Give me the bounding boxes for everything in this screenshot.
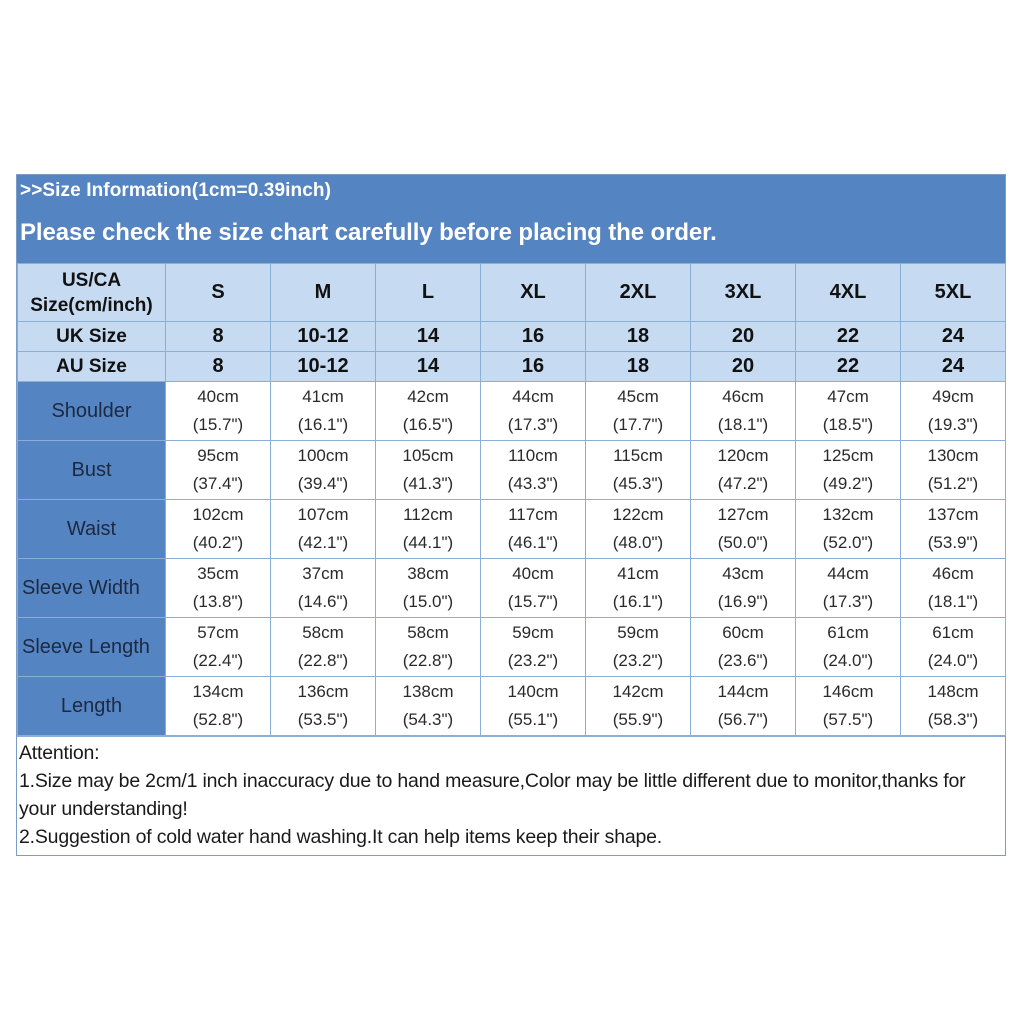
measurement-inch: (16.5") [402, 415, 454, 434]
measurement-cell [271, 500, 376, 559]
measurement-cell [376, 618, 481, 677]
size-value-cell: 20 [691, 352, 796, 382]
measurement-cell [901, 500, 1006, 559]
measurement-row [18, 677, 1006, 736]
measurement-inch: (56.7") [717, 710, 769, 729]
measurement-inch: (22.8") [402, 651, 454, 670]
measurement-cell [166, 559, 271, 618]
measurement-cell [586, 441, 691, 500]
measurement-inch: (14.6") [297, 592, 349, 611]
size-value-cell: M [271, 264, 376, 322]
size-value-cell: 5XL [901, 264, 1006, 322]
measurement-label: Sleeve Width [18, 559, 166, 618]
measurement-inch: (48.0") [612, 533, 664, 552]
measurement-cm: 127cm [717, 505, 769, 524]
measurement-cell [271, 618, 376, 677]
measurement-cm: 125cm [822, 446, 874, 465]
attention-note-1: 1.Size may be 2cm/1 inch inaccuracy due to hand measure,Color may be little different due to monitor,thanks for your understanding! [19, 770, 966, 820]
measurement-inch: (52.0") [822, 533, 874, 552]
attention-title: Attention: [19, 742, 100, 764]
measurement-cm: 122cm [612, 505, 664, 524]
measurement-label: Waist [18, 500, 166, 559]
measurement-cm: 120cm [717, 446, 769, 465]
measurement-cell [901, 559, 1006, 618]
size-value-cell: 24 [901, 322, 1006, 352]
size-value-cell: L [376, 264, 481, 322]
measurement-inch: (43.3") [507, 474, 559, 493]
size-value-cell: 22 [796, 352, 901, 382]
attention-note-2: 2.Suggestion of cold water hand washing.It can help items keep their shape. [19, 826, 662, 848]
size-value-cell: 14 [376, 352, 481, 382]
size-info-banner [17, 175, 1005, 263]
measurement-cm: 58cm [302, 623, 344, 642]
measurement-label: Sleeve Length [18, 618, 166, 677]
measurement-cm: 58cm [407, 623, 449, 642]
measurement-cm: 132cm [822, 505, 874, 524]
measurement-cell [166, 382, 271, 441]
measurement-inch: (15.7") [507, 592, 559, 611]
size-header-row [18, 264, 1006, 322]
size-table [17, 263, 1006, 736]
measurement-cm: 45cm [617, 387, 659, 406]
measurement-cell [166, 500, 271, 559]
measurement-cm: 140cm [507, 682, 559, 701]
measurement-cm: 142cm [612, 682, 664, 701]
measurement-inch: (49.2") [822, 474, 874, 493]
measurement-inch: (17.3") [507, 415, 559, 434]
measurement-cell [271, 559, 376, 618]
measurement-label: Bust [18, 441, 166, 500]
measurement-inch: (39.4") [297, 474, 349, 493]
measurement-cell [586, 559, 691, 618]
size-value-cell: S [166, 264, 271, 322]
measurement-inch: (37.4") [192, 474, 244, 493]
measurement-inch: (15.0") [402, 592, 454, 611]
measurement-cell [796, 441, 901, 500]
size-header-row [18, 322, 1006, 352]
measurement-row [18, 559, 1006, 618]
measurement-cell [481, 559, 586, 618]
measurement-cm: 100cm [297, 446, 349, 465]
measurement-inch: (58.3") [927, 710, 979, 729]
measurement-cm: 110cm [508, 446, 558, 465]
measurement-cell [376, 382, 481, 441]
size-value-cell: 18 [586, 322, 691, 352]
measurement-inch: (13.8") [192, 592, 244, 611]
measurement-inch: (23.2") [612, 651, 664, 670]
measurement-cell [376, 500, 481, 559]
measurement-inch: (16.9") [717, 592, 769, 611]
measurement-cell [376, 559, 481, 618]
measurement-cell [271, 382, 376, 441]
measurement-cell [481, 500, 586, 559]
measurement-cm: 35cm [197, 564, 239, 583]
measurement-inch: (18.5") [822, 415, 874, 434]
size-value-cell: 16 [481, 322, 586, 352]
measurement-cm: 130cm [927, 446, 979, 465]
measurement-cm: 134cm [192, 682, 244, 701]
measurement-cm: 117cm [508, 505, 558, 524]
measurement-inch: (16.1") [612, 592, 664, 611]
attention-notes [17, 736, 1005, 855]
size-system-label: US/CA Size(cm/inch) [18, 264, 166, 322]
measurement-label: Shoulder [18, 382, 166, 441]
measurement-cm: 40cm [512, 564, 554, 583]
size-value-cell: 8 [166, 352, 271, 382]
measurement-inch: (18.1") [927, 592, 979, 611]
measurement-cm: 41cm [302, 387, 344, 406]
measurement-cm: 102cm [192, 505, 244, 524]
measurement-cell [166, 618, 271, 677]
measurement-inch: (54.3") [402, 710, 454, 729]
measurement-cm: 112cm [403, 505, 453, 524]
measurement-inch: (24.0") [927, 651, 979, 670]
measurement-cm: 57cm [197, 623, 239, 642]
measurement-cell [796, 677, 901, 736]
measurement-inch: (44.1") [402, 533, 454, 552]
measurement-inch: (17.7") [612, 415, 664, 434]
size-value-cell: 16 [481, 352, 586, 382]
measurement-inch: (17.3") [822, 592, 874, 611]
size-value-cell: 10-12 [271, 322, 376, 352]
measurement-cell [796, 382, 901, 441]
measurement-cell [691, 559, 796, 618]
size-check-notice: Please check the size chart carefully before placing the order. [20, 219, 717, 246]
measurement-cm: 144cm [717, 682, 769, 701]
measurement-cell [376, 677, 481, 736]
measurement-inch: (57.5") [822, 710, 874, 729]
measurement-cm: 44cm [827, 564, 869, 583]
measurement-inch: (18.1") [717, 415, 769, 434]
size-value-cell: 22 [796, 322, 901, 352]
measurement-cm: 115cm [613, 446, 663, 465]
measurement-cell [376, 441, 481, 500]
measurement-cell [901, 441, 1006, 500]
measurement-cm: 136cm [297, 682, 349, 701]
measurement-cell [481, 618, 586, 677]
size-value-cell: 20 [691, 322, 796, 352]
measurement-inch: (15.7") [192, 415, 244, 434]
measurement-cell [901, 618, 1006, 677]
measurement-cell [586, 382, 691, 441]
measurement-cm: 38cm [407, 564, 449, 583]
measurement-cm: 59cm [617, 623, 659, 642]
measurement-cm: 61cm [932, 623, 974, 642]
size-info-title: >>Size Information(1cm=0.39inch) [20, 180, 331, 201]
measurement-inch: (47.2") [717, 474, 769, 493]
measurement-cell [901, 677, 1006, 736]
measurement-cm: 40cm [197, 387, 239, 406]
size-value-cell: 8 [166, 322, 271, 352]
measurement-cell [691, 677, 796, 736]
measurement-cm: 42cm [407, 387, 449, 406]
size-value-cell: 24 [901, 352, 1006, 382]
measurement-row [18, 500, 1006, 559]
measurement-cm: 105cm [402, 446, 454, 465]
measurement-inch: (19.3") [927, 415, 979, 434]
measurement-inch: (52.8") [192, 710, 244, 729]
size-value-cell: 10-12 [271, 352, 376, 382]
measurement-inch: (53.5") [297, 710, 349, 729]
size-value-cell: 14 [376, 322, 481, 352]
measurement-cm: 46cm [932, 564, 974, 583]
measurement-cm: 49cm [932, 387, 974, 406]
measurement-cell [166, 677, 271, 736]
measurement-cell [691, 500, 796, 559]
size-system-label: UK Size [18, 322, 166, 352]
measurement-inch: (42.1") [297, 533, 349, 552]
measurement-row [18, 382, 1006, 441]
measurement-inch: (53.9") [927, 533, 979, 552]
measurement-inch: (23.2") [507, 651, 559, 670]
measurement-inch: (24.0") [822, 651, 874, 670]
measurement-cm: 61cm [827, 623, 869, 642]
measurement-inch: (55.9") [612, 710, 664, 729]
measurement-cell [586, 500, 691, 559]
measurement-cm: 107cm [297, 505, 349, 524]
measurement-cm: 41cm [617, 564, 659, 583]
measurement-cell [691, 441, 796, 500]
measurement-label: Length [18, 677, 166, 736]
measurement-cm: 148cm [927, 682, 979, 701]
size-value-cell: 18 [586, 352, 691, 382]
measurement-cm: 95cm [197, 446, 239, 465]
measurement-inch: (55.1") [507, 710, 559, 729]
measurement-cm: 46cm [722, 387, 764, 406]
measurement-cm: 137cm [927, 505, 979, 524]
size-value-cell: 3XL [691, 264, 796, 322]
measurement-cell [796, 618, 901, 677]
measurement-cell [796, 559, 901, 618]
size-value-cell: 2XL [586, 264, 691, 322]
measurement-cell [166, 441, 271, 500]
measurement-cell [691, 382, 796, 441]
measurement-cm: 60cm [722, 623, 764, 642]
measurement-row [18, 441, 1006, 500]
measurement-cm: 44cm [512, 387, 554, 406]
measurement-inch: (46.1") [507, 533, 559, 552]
size-system-label: AU Size [18, 352, 166, 382]
measurement-cell [796, 500, 901, 559]
measurement-cm: 146cm [822, 682, 874, 701]
measurement-cell [691, 618, 796, 677]
measurement-inch: (45.3") [612, 474, 664, 493]
measurement-inch: (22.8") [297, 651, 349, 670]
size-header-row [18, 352, 1006, 382]
measurement-cell [586, 677, 691, 736]
measurement-cm: 47cm [827, 387, 869, 406]
measurement-cell [271, 441, 376, 500]
measurement-cell [481, 441, 586, 500]
measurement-cm: 138cm [402, 682, 454, 701]
measurement-cell [481, 382, 586, 441]
measurement-cell [586, 618, 691, 677]
measurement-cell [271, 677, 376, 736]
measurement-inch: (50.0") [717, 533, 769, 552]
measurement-inch: (41.3") [402, 474, 454, 493]
measurement-cell [901, 382, 1006, 441]
measurement-cm: 37cm [302, 564, 344, 583]
measurement-inch: (51.2") [927, 474, 979, 493]
measurement-cell [481, 677, 586, 736]
size-chart [16, 174, 1006, 856]
measurement-inch: (16.1") [297, 415, 349, 434]
measurement-cm: 59cm [512, 623, 554, 642]
measurement-row [18, 618, 1006, 677]
measurement-inch: (40.2") [192, 533, 244, 552]
measurement-inch: (22.4") [192, 651, 244, 670]
size-value-cell: XL [481, 264, 586, 322]
size-value-cell: 4XL [796, 264, 901, 322]
measurement-inch: (23.6") [717, 651, 769, 670]
measurement-cm: 43cm [722, 564, 764, 583]
